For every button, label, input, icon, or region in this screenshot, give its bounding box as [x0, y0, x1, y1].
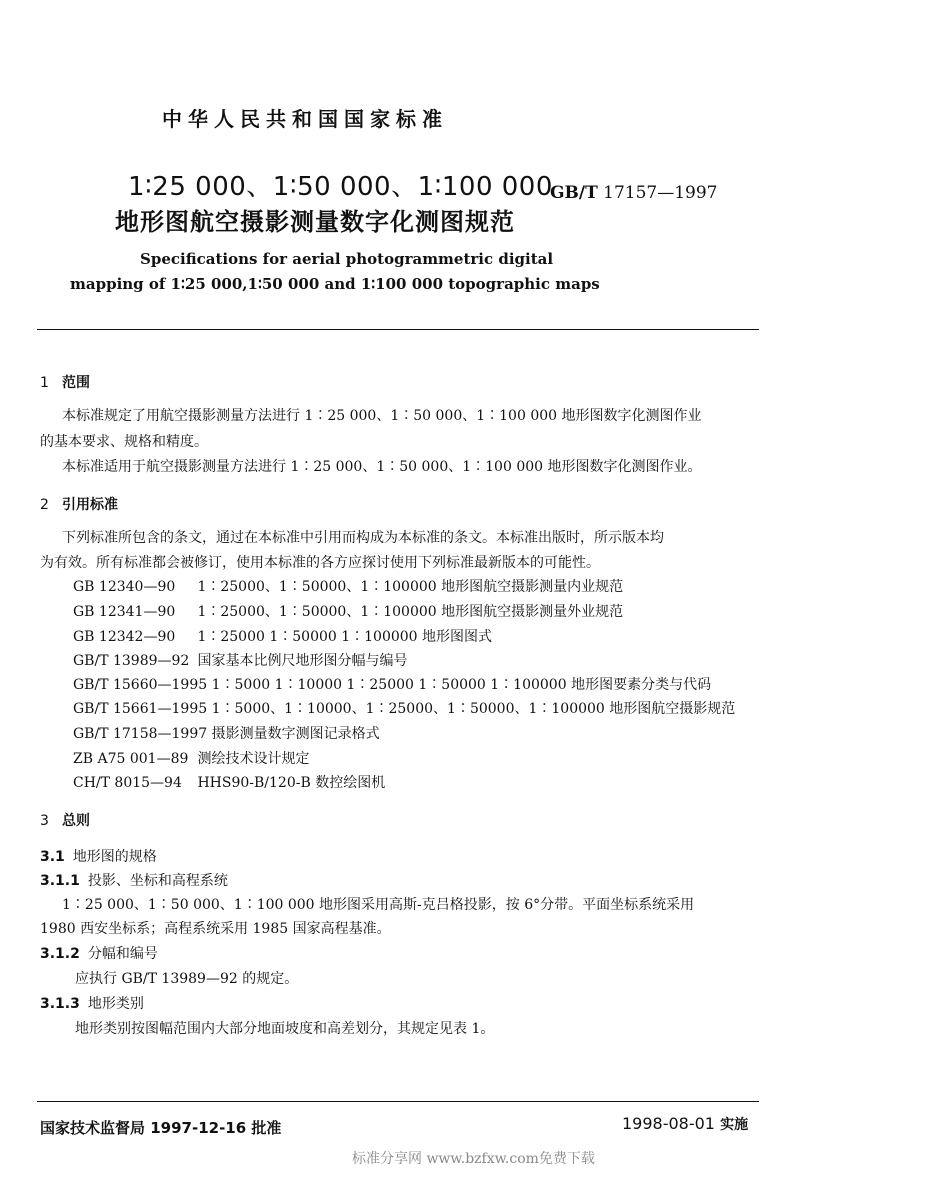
- title-english-line1: Specifications for aerial photogrammetric digital: [140, 250, 554, 268]
- section-3-1-3-number: 3.1.3: [40, 996, 80, 1012]
- title-scales: 1∶25 000、1∶50 000、1∶100 000: [128, 172, 553, 202]
- reference-code: GB 12340—90: [73, 579, 176, 595]
- title-english-line2: mapping of 1∶25 000,1∶50 000 and 1∶100 000 topographic maps: [70, 275, 600, 293]
- section-3-1-3-text: 地形类别按图幅范围内大部分地面坡度和高差划分，其规定见表 1。: [75, 1021, 495, 1037]
- section-2-p1-line2: 为有效。所有标准都会被修订，使用本标准的各方应探讨使用下列标准最新版本的可能性。: [40, 555, 600, 571]
- section-3-1-1-line2: 1980 西安坐标系；高程系统采用 1985 国家高程基准。: [40, 921, 391, 937]
- reference-title: 1∶25000、1∶50000、1∶100000 地形图航空摄影测量内业规范: [197, 579, 624, 595]
- national-standard-title: 中华人民共和国国家标准: [162, 107, 448, 131]
- section-1-p1-line2: 的基本要求、规格和精度。: [40, 434, 208, 450]
- reference-title: HHS90-B/120-B 数控绘图机: [197, 775, 386, 791]
- effective-statement: [622, 1114, 748, 1134]
- reference-title: 1∶5000、1∶10000、1∶25000、1∶50000、1∶100000 地形图航空摄影规范: [211, 701, 736, 717]
- section-3-1-2-text: 应执行 GB/T 13989—92 的规定。: [75, 971, 299, 987]
- reference-code: GB/T 13989—92: [73, 653, 190, 669]
- reference-title: 1∶25000、1∶50000、1∶100000 地形图航空摄影测量外业规范: [197, 604, 624, 620]
- section-3-1-heading: [40, 846, 157, 866]
- reference-title: 测绘技术设计规定: [197, 751, 310, 767]
- section-3-1-title: 地形图的规格: [72, 849, 157, 865]
- section-3-title: 总则: [62, 813, 90, 829]
- reference-code: ZB A75 001—89: [73, 751, 189, 767]
- section-3-1-1-line1: 1∶25 000、1∶50 000、1∶100 000 地形图采用高斯-克吕格投影，按 6°分带。平面坐标系统采用: [62, 897, 695, 913]
- section-3-1-number: 3.1: [40, 849, 65, 865]
- reference-item: [73, 601, 623, 621]
- section-3-1-2-title: 分幅和编号: [87, 946, 158, 962]
- reference-title: 1∶25000 1∶50000 1∶100000 地形图图式: [197, 629, 493, 645]
- reference-code: GB/T 15660—1995: [73, 677, 208, 693]
- effective-label: 实施: [720, 1117, 749, 1133]
- section-3-1-2-number: 3.1.2: [40, 946, 80, 962]
- reference-item: [73, 772, 385, 792]
- watermark-text: 标准分享网 www.bzfxw.com免费下载: [352, 1151, 595, 1167]
- reference-code: CH/T 8015—94: [73, 775, 182, 791]
- reference-code: GB 12341—90: [73, 604, 176, 620]
- section-3-1-3-heading: [40, 993, 144, 1013]
- reference-item: [73, 723, 380, 743]
- section-1-p1-line1: 本标准规定了用航空摄影测量方法进行 1∶25 000、1∶50 000、1∶100 000 地形图数字化测图作业: [62, 408, 702, 424]
- reference-code: GB/T 15661—1995: [73, 701, 208, 717]
- standard-code: [550, 183, 718, 203]
- section-1-number: 1: [40, 375, 49, 391]
- section-3-1-3-title: 地形类别: [87, 996, 144, 1012]
- section-2-p1-line1: 下列标准所包含的条文，通过在本标准中引用而构成为本标准的条文。本标准出版时，所示版本均: [62, 530, 664, 546]
- standard-code-prefix: GB/T: [550, 183, 598, 203]
- title-chinese: 地形图航空摄影测量数字化测图规范: [115, 208, 515, 236]
- section-3-heading: [40, 810, 90, 830]
- section-1-p2: 本标准适用于航空摄影测量方法进行 1∶25 000、1∶50 000、1∶100 000 地形图数字化测图作业。: [62, 459, 702, 475]
- section-2-heading: [40, 494, 118, 514]
- reference-item: [73, 698, 735, 718]
- section-3-1-2-heading: [40, 943, 158, 963]
- reference-code: GB/T 17158—1997: [73, 726, 208, 742]
- section-3-1-1-title: 投影、坐标和高程系统: [87, 873, 228, 889]
- reference-item: [73, 650, 407, 670]
- section-3-1-1-number: 3.1.1: [40, 873, 80, 889]
- standard-code-number: 17157—1997: [603, 183, 718, 203]
- effective-date: 1998-08-01: [622, 1114, 715, 1133]
- section-2-number: 2: [40, 497, 49, 513]
- reference-item: [73, 576, 623, 596]
- header-divider: [37, 329, 759, 330]
- section-2-title: 引用标准: [62, 497, 118, 513]
- reference-title: 国家基本比例尺地形图分幅与编号: [197, 653, 408, 669]
- reference-item: [73, 748, 309, 768]
- section-3-number: 3: [40, 813, 49, 829]
- reference-code: GB 12342—90: [73, 629, 176, 645]
- reference-item: [73, 626, 492, 646]
- footer-divider: [37, 1101, 759, 1102]
- reference-title: 摄影测量数字测图记录格式: [211, 726, 380, 742]
- section-1-heading: [40, 372, 90, 392]
- section-3-1-1-heading: [40, 870, 228, 890]
- section-1-title: 范围: [62, 375, 90, 391]
- reference-title: 1∶5000 1∶10000 1∶25000 1∶50000 1∶100000 地形图要素分类与代码: [211, 677, 712, 693]
- approval-statement: 国家技术监督局 1997-12-16 批准: [40, 1119, 282, 1137]
- reference-item: [73, 674, 711, 694]
